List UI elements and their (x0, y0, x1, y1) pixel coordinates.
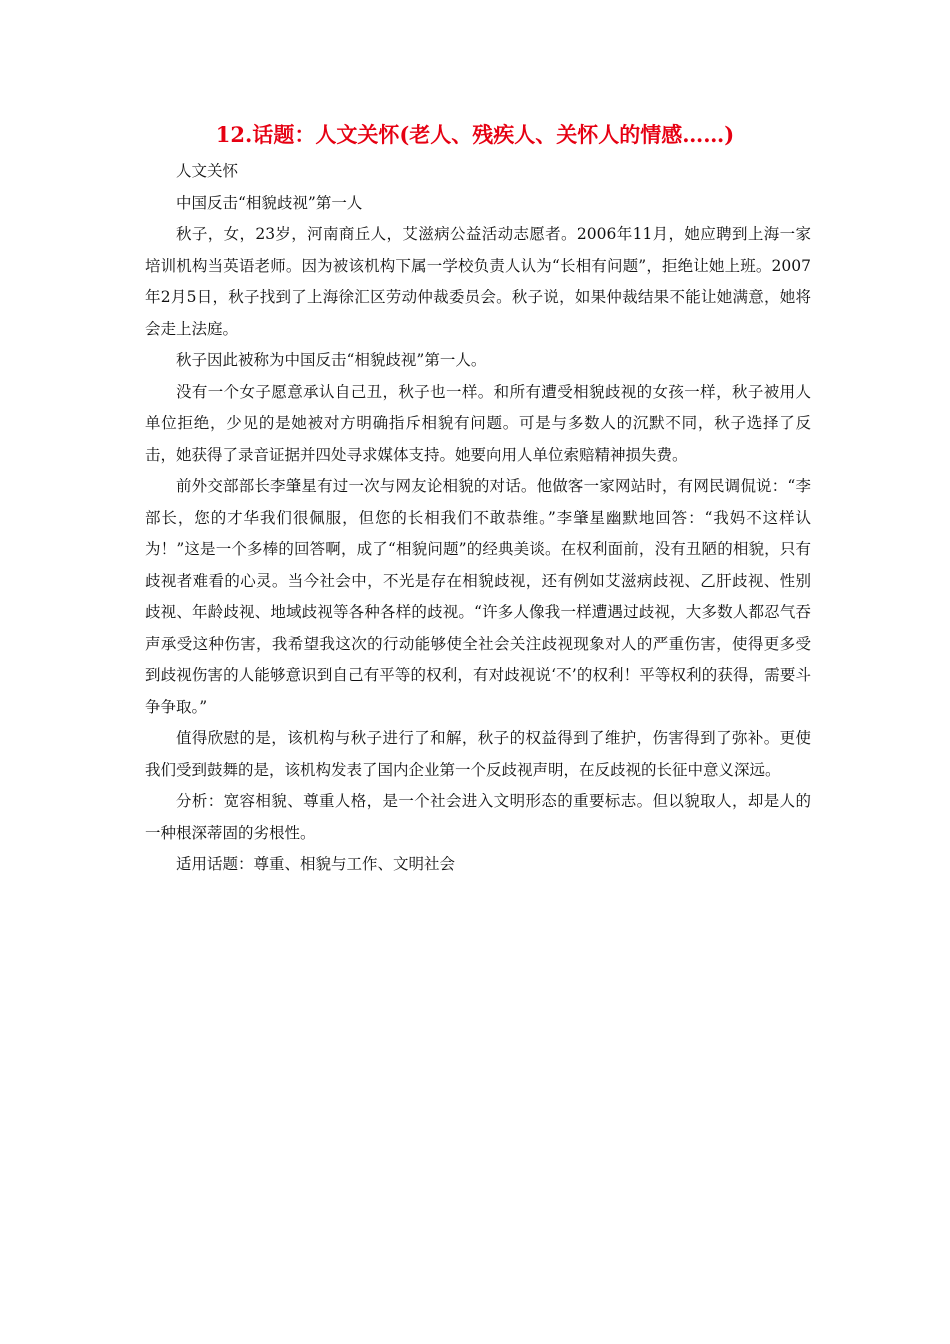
paragraph: 前外交部部长李肇星有过一次与网友论相貌的对话。他做客一家网站时，有网民调侃说：“李部长，您的才华我们很佩服，但您的长相我们不敢恭维。”李肇星幽默地回答：“我妈不这样认为！”这是一个多棒的回答啊，成了“相貌问题”的经典美谈。在权利面前，没有丑陋的相貌，只有歧视者难看的心灵。当今社会中，不光是存在相貌歧视，还有例如艾滋病歧视、乙肝歧视、性别歧视、年龄歧视、地域歧视等各种各样的歧视。“许多人像我一样遭遇过歧视，大多数人都忍气吞声承受这种伤害，我希望我这次的行动能够使全社会关注歧视现象对人的严重伤害，使得更多受到歧视伤害的人能够意识到自己有平等的权利，有对歧视说‘不’的权利！平等权利的获得，需要斗争争取。” (145, 477, 811, 716)
analysis-paragraph: 分析：宽容相貌、尊重人格，是一个社会进入文明形态的重要标志。但以貌取人，却是人的一种根深蒂固的劣根性。 (145, 792, 811, 842)
document-body (145, 156, 811, 881)
paragraph: 值得欣慰的是，该机构与秋子进行了和解，秋子的权益得到了维护，伤害得到了弥补。更使我们受到鼓舞的是，该机构发表了国内企业第一个反歧视声明，在反歧视的长征中意义深远。 (145, 729, 811, 779)
document-title: 12.话题：人文关怀(老人、残疾人、关怀人的情感……) (215, 122, 735, 147)
section-heading: 人文关怀 (176, 162, 239, 180)
applicable-topics: 适用话题：尊重、相貌与工作、文明社会 (176, 855, 456, 873)
paragraph: 秋子，女，23岁，河南商丘人，艾滋病公益活动志愿者。2006年11月，她应聘到上海一家培训机构当英语老师。因为被该机构下属一学校负责人认为“长相有问题”，拒绝让她上班。2007年2月5日，秋子找到了上海徐汇区劳动仲裁委员会。秋子说，如果仲裁结果不能让她满意，她将会走上法庭。 (145, 225, 811, 338)
paragraph: 没有一个女子愿意承认自己丑，秋子也一样。和所有遭受相貌歧视的女孩一样，秋子被用人单位拒绝，少见的是她被对方明确指斥相貌有问题。可是与多数人的沉默不同，秋子选择了反击，她获得了录音证据并四处寻求媒体支持。她要向用人单位索赔精神损失费。 (145, 382, 811, 464)
article-subtitle: 中国反击“相貌歧视”第一人 (176, 193, 363, 212)
paragraph: 秋子因此被称为中国反击“相貌歧视”第一人。 (176, 351, 487, 369)
